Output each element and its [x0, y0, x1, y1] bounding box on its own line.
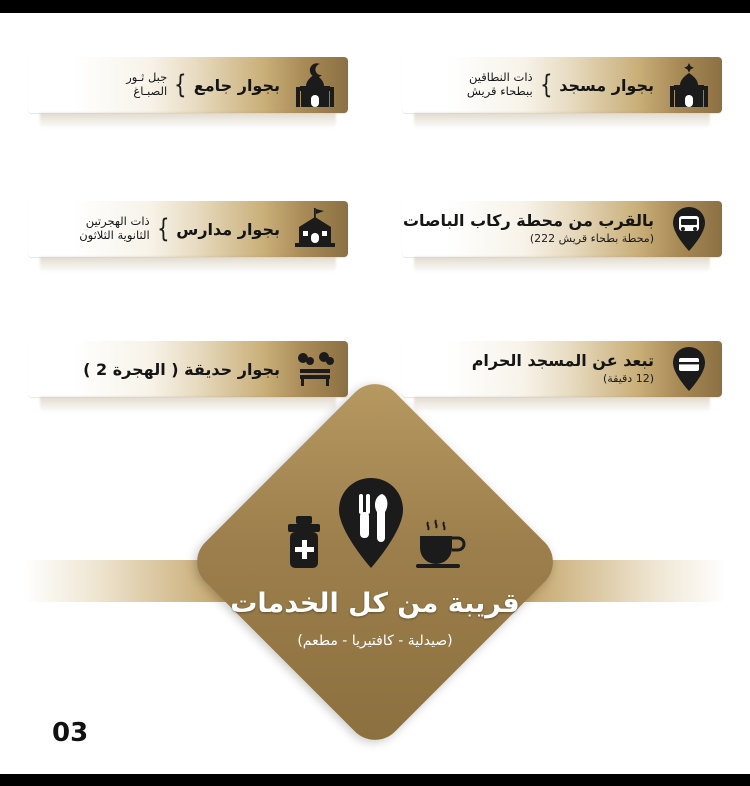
feature-detail-stack: [467, 71, 533, 99]
feature-main-text: بجوار مدارس: [176, 219, 280, 239]
services-banner[interactable]: [230, 428, 520, 696]
feature-main-text: بجوار حديقة ( الهجرة 2 ): [83, 359, 280, 379]
brace-separator: }: [156, 214, 170, 244]
brace-separator: }: [174, 70, 187, 100]
mosque-dome-icon: [282, 57, 348, 113]
banner-title: قريبة من كل الخدمات: [230, 587, 520, 619]
feature-main-text: بجوار مسجد: [559, 75, 654, 95]
feature-text: [402, 71, 656, 99]
services-icons: [280, 476, 470, 572]
feature-bus-station[interactable]: [402, 201, 722, 257]
medicine-bottle-icon: [280, 514, 328, 572]
feature-park-alhijra-2[interactable]: [28, 341, 348, 397]
feature-detail-top: جبل ثـور: [126, 70, 168, 85]
feature-detail-top: ذات النطاقين: [469, 70, 533, 85]
brace-separator: }: [539, 70, 553, 100]
feature-detail-bottom: ببطحاء قريش: [466, 84, 533, 98]
row-reflection: [40, 397, 336, 413]
row-reflection: [40, 113, 336, 129]
split-label: [126, 71, 280, 99]
feature-text: [393, 211, 656, 246]
feature-detail-bottom: الثانوية الثلاثون: [79, 228, 150, 242]
feature-main-text: بالقرب من محطة ركاب الباصات: [402, 211, 654, 231]
row-reflection: [414, 397, 710, 413]
feature-detail-bottom: الصبـاغ: [133, 84, 168, 98]
school-building-icon: [282, 201, 348, 257]
restaurant-pin-icon: [332, 476, 410, 572]
feature-detail-stack: [79, 215, 149, 243]
feature-detail-stack: [126, 71, 167, 99]
bus-pin-icon: [656, 201, 722, 257]
top-black-bar: [0, 0, 750, 13]
feature-text: [28, 360, 282, 379]
feature-schools-alhijratain[interactable]: [28, 201, 348, 257]
feature-main-text: تبعد عن المسجد الحرام: [471, 351, 654, 371]
page-number: 03: [52, 718, 89, 748]
feature-haram-distance[interactable]: [402, 341, 722, 397]
feature-text: [28, 215, 282, 243]
split-label: [467, 71, 654, 99]
feature-detail-top: ذات الهجرتين: [85, 214, 150, 229]
feature-text: [28, 71, 282, 99]
feature-mosque-jabal-thawr[interactable]: [28, 57, 348, 113]
split-label: [79, 215, 280, 243]
bottom-black-bar: [0, 774, 750, 786]
feature-main-text: بجوار جامع: [193, 75, 280, 95]
row-reflection: [414, 113, 710, 129]
feature-text: [402, 351, 656, 386]
park-bench-icon: [282, 341, 348, 397]
row-reflection: [40, 257, 336, 273]
feature-sub-text: (محطة بطحاء قريش 222): [529, 232, 654, 246]
mosque-dome-icon: [656, 57, 722, 113]
coffee-cup-icon: [414, 518, 470, 572]
feature-sub-text: (12 دقيقة): [602, 372, 654, 386]
kaaba-pin-icon: [656, 341, 722, 397]
feature-mosque-that-alnitaqayn[interactable]: [402, 57, 722, 113]
row-reflection: [414, 257, 710, 273]
banner-subtitle: (صيدلية - كافتيريا - مطعم): [297, 632, 453, 649]
